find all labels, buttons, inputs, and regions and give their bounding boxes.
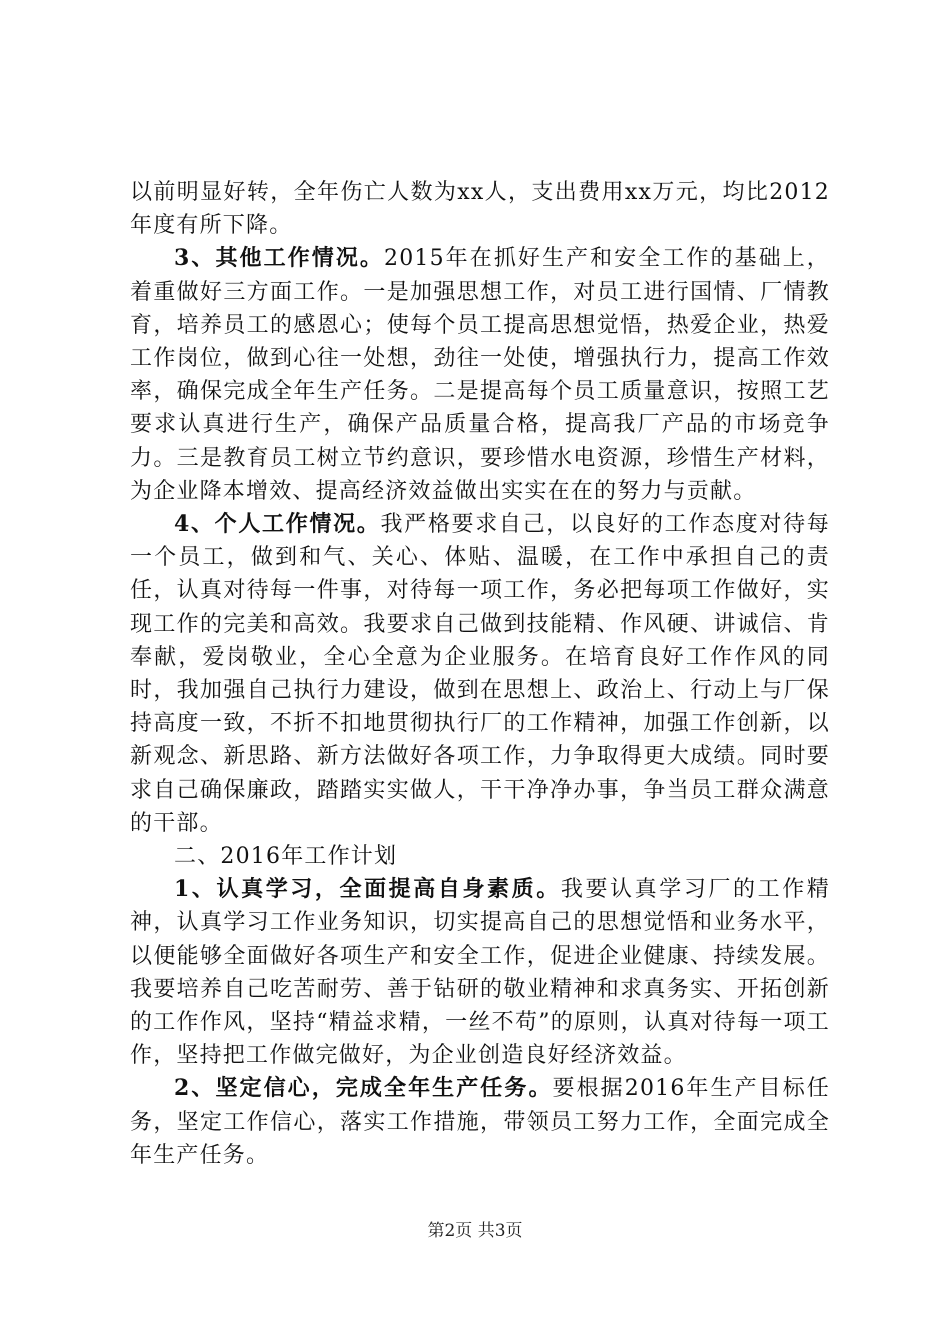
paragraph-text: 2015年在抓好生产和安全工作的基础上，着重做好三方面工作。一是加强思想工作，对员工进行国情、厂情教育，培养员工的感恩心；使每个员工提高思想觉悟，热爱企业，热爱工作岗位，做到心往一处想，劲往一处使，增强执行力，提高工作效率，确保完成全年生产任务。二是提高每个员工质量意识，按照工艺要求认真进行生产，确保产品质量合格，提高我厂产品的市场竞争力。三是教育员工树立节约意识，要珍惜水电资源，珍惜生产材料，为企业降本增效、提高经济效益做出实实在在的努力与贡献。 bbox=[130, 246, 830, 504]
paragraph-text: 以前明显好转，全年伤亡人数为xx人，支出费用xx万元，均比2012年度有所下降。 bbox=[130, 180, 830, 239]
paragraph-lead: 4、个人工作情况。 bbox=[174, 511, 381, 538]
paragraph-text: 我要认真学习厂的工作精神，认真学习工作业务知识，切实提高自己的思想觉悟和业务水平，以便能够全面做好各项生产和安全工作，促进企业健康、持续发展。我要培养自己吃苦耐劳、善于钻研的敬业精神和求真务实、开拓创新的工作作风，坚持“精益求精，一丝不苟”的原则，认真对待每一项工作，坚持把工作做完做好，为企业创造良好经济效益。 bbox=[130, 877, 830, 1069]
paragraph-personal-work bbox=[130, 508, 830, 840]
paragraph-study bbox=[130, 873, 830, 1072]
paragraph-text: 要根据2016年生产目标任务，坚定工作信心，落实工作措施，带领员工努力工作，全面完成全年生产任务。 bbox=[130, 1076, 831, 1168]
paragraph-other-work bbox=[130, 242, 830, 508]
heading-text: 二、2016年工作计划 bbox=[174, 844, 398, 870]
paragraph-continuation bbox=[130, 176, 830, 242]
paragraph-lead: 2、坚定信心，完成全年生产任务。 bbox=[174, 1075, 553, 1102]
paragraph-lead: 1、认真学习，全面提高自身素质。 bbox=[174, 876, 561, 903]
page-number-footer: 第2页 共3页 bbox=[427, 1221, 523, 1241]
document-body bbox=[130, 176, 830, 1172]
paragraph-production-task bbox=[130, 1072, 830, 1172]
paragraph-lead: 3、其他工作情况。 bbox=[174, 245, 384, 272]
paragraph-text: 我严格要求自己，以良好的工作态度对待每一个员工，做到和气、关心、体贴、温暖，在工作中承担自己的责任，认真对待每一件事，对待每一项工作，务必把每项工作做好，实现工作的完美和高效。我要求自己做到技能精、作风硬、讲诚信、肯奉献，爱岗敬业，全心全意为企业服务。在培育良好工作作风的同时，我加强自己执行力建设，做到在思想上、政治上、行动上与厂保持高度一致，不折不扣地贯彻执行厂的工作精神，加强工作创新，以新观念、新思路、新方法做好各项工作，力争取得更大成绩。同时要求自己确保廉政，踏踏实实做人，干干净净办事，争当员工群众满意的干部。 bbox=[130, 512, 830, 836]
section-heading-2016-plan bbox=[130, 840, 830, 873]
